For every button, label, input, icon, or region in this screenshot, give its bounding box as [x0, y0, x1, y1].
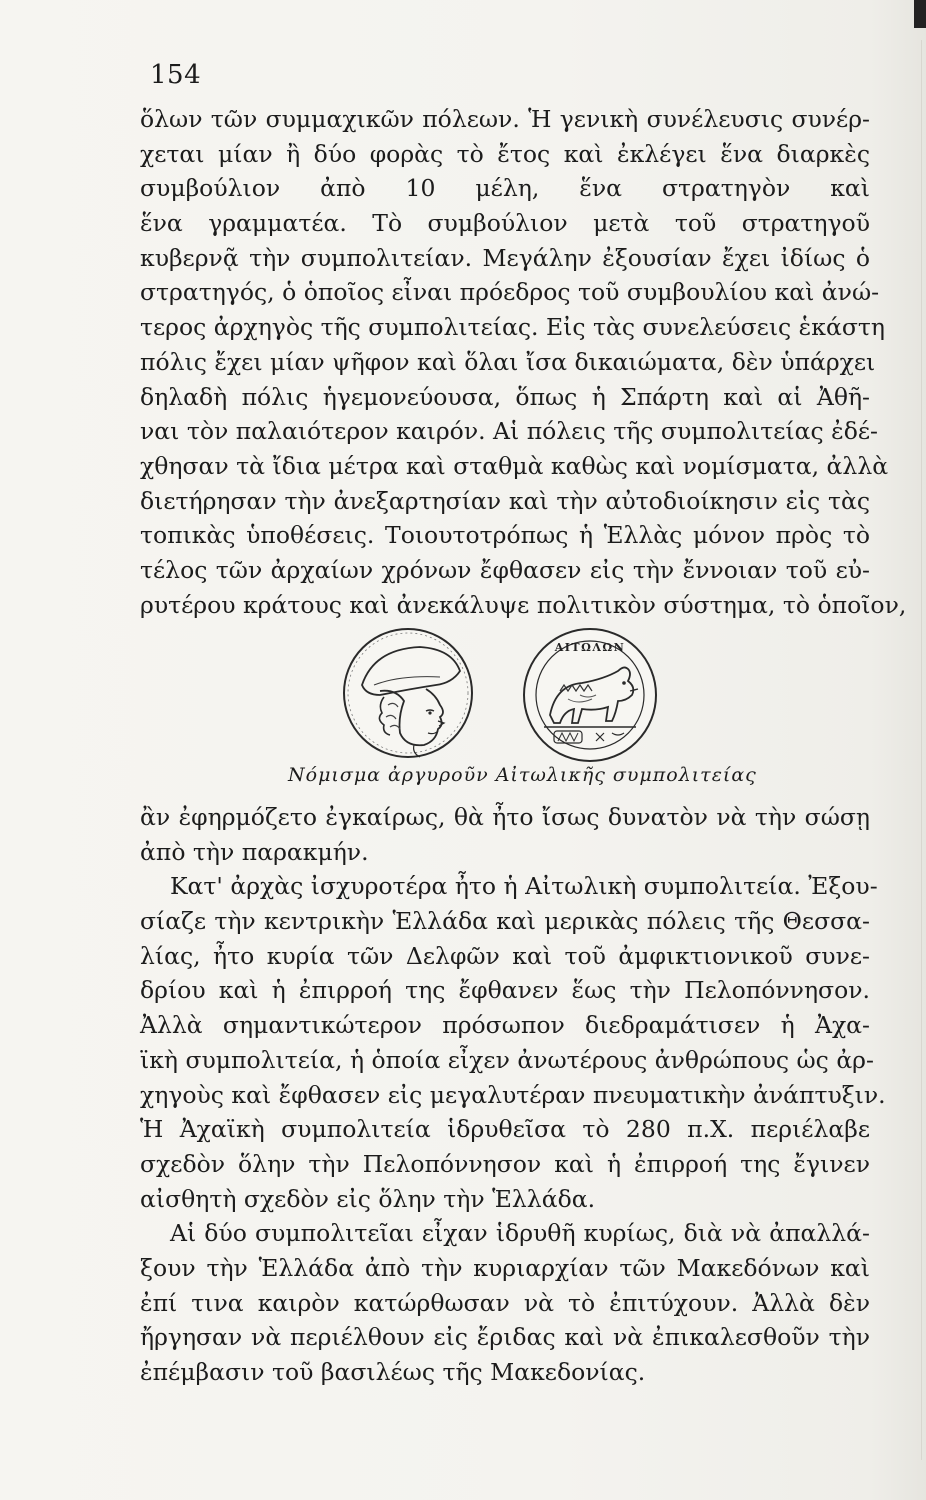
text-line: κυβερνᾷ τὴν συμπολιτείαν. Μεγάλην ἐξουσίαν ἔχει ἰδίως ὁ [140, 243, 870, 272]
text-line: δρίου καὶ ἡ ἐπιρροή της ἔφθανεν ἕως τὴν Πελοπόννησον. [140, 976, 870, 1005]
coin-illustration [340, 625, 660, 765]
text-line: τερος ἀρχηγὸς τῆς συμπολιτείας. Εἰς τὰς συνελεύσεις ἑκάστη [140, 313, 885, 342]
text-line: ἕνα γραμματέα. Τὸ συμβούλιον μετὰ τοῦ στρατηγοῦ [140, 209, 870, 238]
text-line: Αἱ δύο συμπολιτεῖαι εἶχαν ἱδρυθῆ κυρίως, διὰ νὰ ἀπαλλά- [170, 1219, 870, 1248]
text-line: πόλις ἔχει μίαν ψῆφον καὶ ὅλαι ἴσα δικαιώματα, δὲν ὑπάρχει [140, 347, 876, 376]
text-line: Κατ' ἀρχὰς ἰσχυροτέρα ἦτο ἡ Αἰτωλικὴ συμπολιτεία. Ἐξου- [170, 872, 878, 901]
text-line: λίας, ἦτο κυρία τῶν Δελφῶν καὶ τοῦ ἀμφικτιονικοῦ συνε- [140, 941, 870, 970]
paragraph-1 [140, 102, 907, 622]
text-line: δηλαδὴ πόλις ἡγεμονεύουσα, ὅπως ἡ Σπάρτη καὶ αἱ Ἀθῆ- [140, 382, 870, 411]
text-line: αἰσθητὴ σχεδὸν εἰς ὅλην τὴν Ἑλλάδα. [140, 1184, 596, 1213]
coin-legend: ΑΙΤΩΛΩΝ [554, 641, 626, 654]
text-line: σχεδὸν ὅλην τὴν Πελοπόννησον καὶ ἡ ἐπιρροή της ἔγινεν [140, 1149, 870, 1178]
text-line: ὅλων τῶν συμμαχικῶν πόλεων. Ἡ γενικὴ συνέλευσις συνέρ- [140, 105, 870, 133]
page-number: 154 [150, 60, 202, 90]
text-line: χεται μίαν ἢ δύο φορὰς τὸ ἔτος καὶ ἐκλέγει ἕνα διαρκὲς [140, 139, 870, 168]
text-line: Ἀλλὰ σημαντικώτερον πρόσωπον διεδραμάτισεν ἡ Ἀχα- [140, 1011, 870, 1040]
text-line: τέλος τῶν ἀρχαίων χρόνων ἔφθασεν εἰς τὴν ἔννοιαν τοῦ εὐ- [140, 555, 870, 584]
text-line: ἐπέμβασιν τοῦ βασιλέως τῆς Μακεδονίας. [140, 1358, 646, 1386]
text-line: Ἡ Ἀχαϊκὴ συμπολιτεία ἱδρυθεῖσα τὸ 280 π.Χ. περιέλαβε [140, 1115, 870, 1144]
text-line: ἐπί τινα καιρὸν κατώρθωσαν νὰ τὸ ἐπιτύχουν. Ἀλλὰ δὲν [140, 1288, 870, 1317]
text-line: ξουν τὴν Ἑλλάδα ἀπὸ τὴν κυριαρχίαν τῶν Μακεδόνων καὶ [140, 1253, 870, 1282]
paragraph-2 [140, 800, 886, 1390]
coin-obverse-head-icon [340, 625, 476, 761]
page-fold-line [921, 40, 922, 1460]
coin-reverse-boar-icon [520, 625, 660, 765]
text-line: ἤργησαν νὰ περιέλθουν εἰς ἔριδας καὶ νὰ ἐπικαλεσθοῦν τὴν [140, 1323, 870, 1352]
text-line: ναι τὸν παλαιότερον καιρόν. Αἱ πόλεις τῆς συμπολιτείας ἐδέ- [140, 417, 878, 446]
text-line: χθησαν τὰ ἴδια μέτρα καὶ σταθμὰ καθὼς καὶ νομίσματα, ἀλλὰ [140, 451, 889, 480]
text-line: τοπικὰς ὑποθέσεις. Τοιουτοτρόπως ἡ Ἑλλὰς μόνον πρὸς τὸ [140, 521, 870, 550]
text-line: ἂν ἐφηρμόζετο ἐγκαίρως, θὰ ἦτο ἴσως δυνατὸν νὰ τὴν σώσῃ [140, 803, 870, 831]
page-edge-mark [914, 0, 926, 28]
text-line: ϊκὴ συμπολιτεία, ἡ ὁποία εἶχεν ἀνωτέρους ἀνθρώπους ὡς ἀρ- [140, 1045, 874, 1074]
text-line: στρατηγός, ὁ ὁποῖος εἶναι πρόεδρος τοῦ συμβουλίου καὶ ἀνώ- [140, 278, 880, 307]
text-line: ἀπὸ τὴν παρακμήν. [140, 837, 369, 866]
text-line: ρυτέρου κράτους καὶ ἀνεκάλυψε πολιτικὸν σύστημα, τὸ ὁποῖον, [140, 590, 907, 619]
text-line: συμβούλιον ἀπὸ 10 μέλη, ἕνα στρατηγὸν καὶ [140, 174, 870, 203]
figure-caption: Νόμισμα ἀργυροῦν Αἰτωλικῆς συμπολιτείας [288, 764, 757, 786]
text-line: χηγοὺς καὶ ἔφθασεν εἰς μεγαλυτέραν πνευματικὴν ἀνάπτυξιν. [140, 1080, 886, 1109]
text-line: διετήρησαν τὴν ἀνεξαρτησίαν καὶ τὴν αὐτοδιοίκησιν εἰς τὰς [140, 486, 870, 515]
text-line: σίαζε τὴν κεντρικὴν Ἑλλάδα καὶ μερικὰς πόλεις τῆς Θεσσα- [140, 907, 870, 936]
